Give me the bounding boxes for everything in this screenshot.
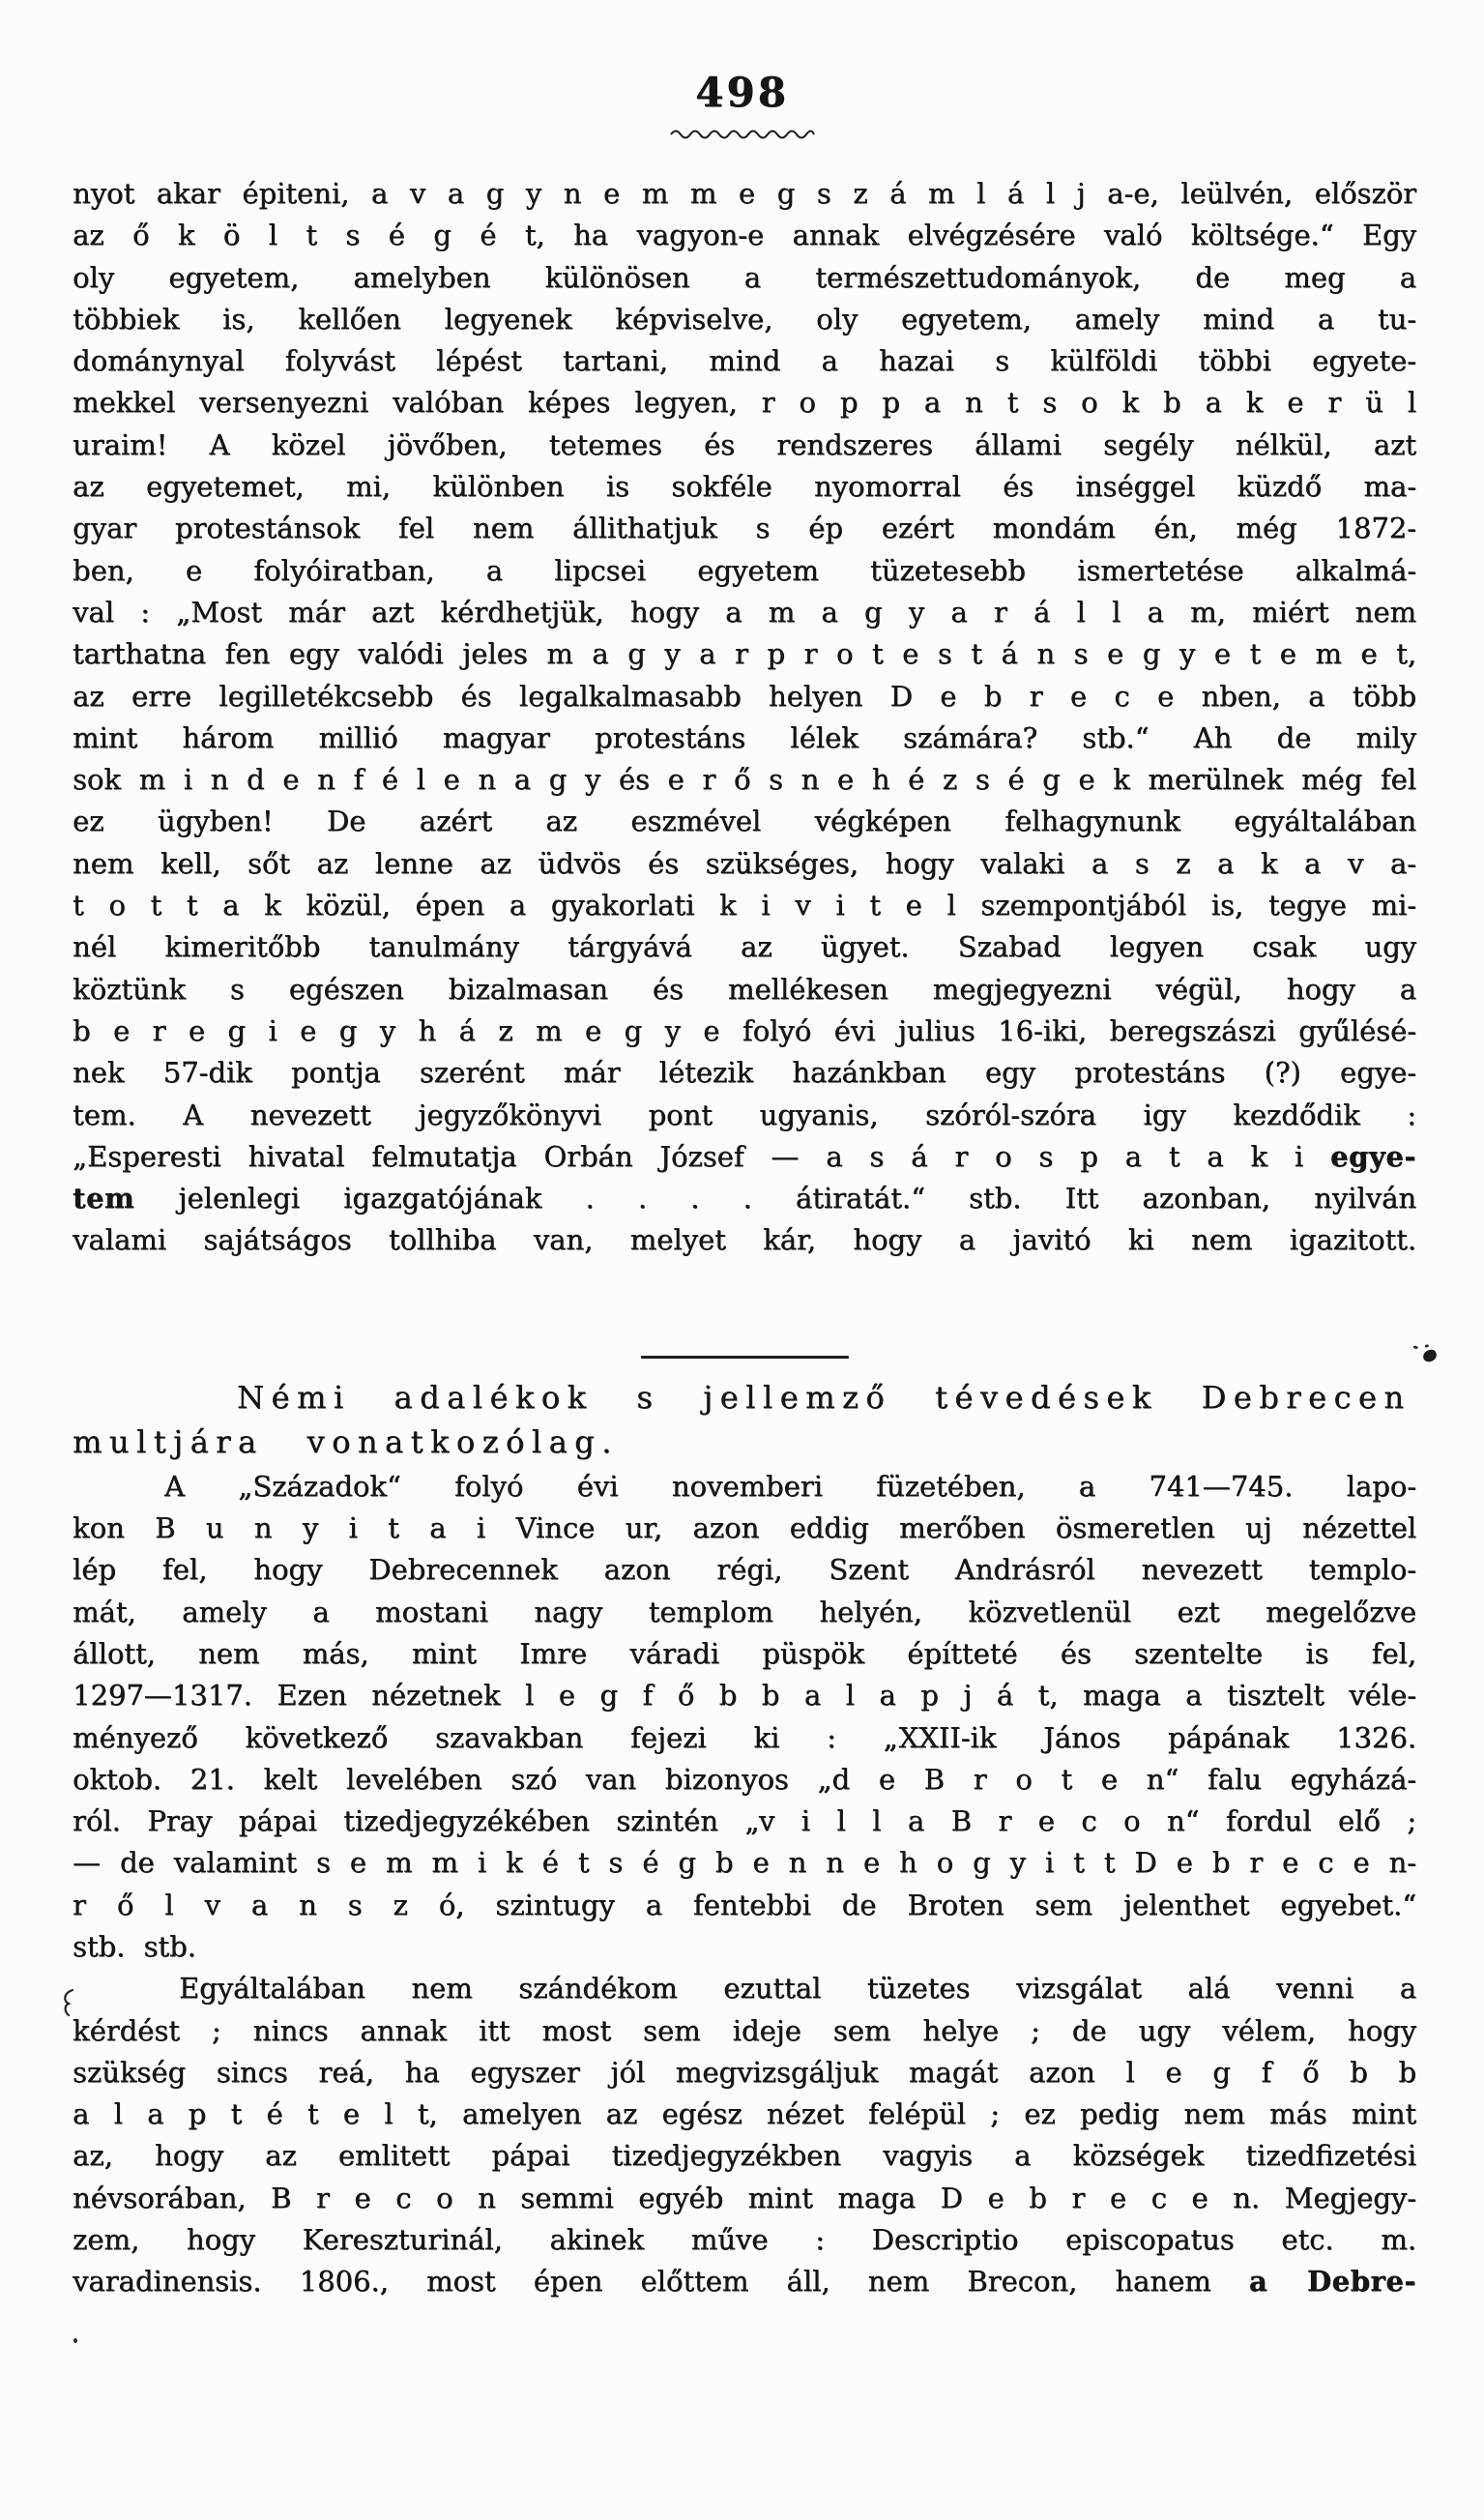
text-line: az erre legilletékcsebb és legalkalmasabb helyen D e b r e c e nben, a több [73, 679, 1416, 713]
text-line: mint három millió magyar protestáns lélek számára? stb.“ Ah de mily [73, 720, 1416, 754]
ink-blot-artifact [1422, 1349, 1438, 1363]
text-line: valami sajátságos tollhiba van, melyet kár, hogy a javitó ki nem igazitott. [73, 1223, 1416, 1257]
section-divider-rule [641, 1356, 849, 1359]
text-line: ben, e folyóiratban, a lipcsei egyetem tüzetesebb ismertetése alkalmá- [73, 553, 1416, 587]
text-line: Egyáltalában nem szándékom ezuttal tüzetes vizsgálat alá venni a [179, 1972, 1416, 2006]
text-line: ról. Pray pápai tizedjegyzékében szintén „v i l l a B r e c o n“ fordul elő ; [73, 1804, 1416, 1838]
text-line: köztünk s egészen bizalmasan és mellékesen megjegyezni végül, hogy a [73, 972, 1416, 1006]
text-line: oly egyetem, amelyben különösen a természettudományok, de meg a [73, 260, 1416, 294]
text-line: nyot akar épiteni, a v a g y n e m m e g s z á m l á l j a-e, leülvén, először [73, 177, 1416, 210]
text-line: A „Századok“ folyó évi novemberi füzetében, a 741—745. lapo- [164, 1469, 1416, 1503]
article-2-title-line-1: Némi adalékok s jellemző tévedések Debrecen [237, 1378, 1411, 1416]
text-line: varadinensis. 1806., most épen előttem áll, nem Brecon, hanem a Debre- [73, 2265, 1417, 2299]
article-2-heading [73, 1375, 1416, 1464]
text-line: ez ügyben! De azért az eszmével végképen felhagynunk egyáltalában [73, 805, 1416, 838]
text-line: lép fel, hogy Debrecennek azon régi, Szent Andrásról nevezett templo- [73, 1553, 1416, 1587]
text-line: 1297—1317. Ezen nézetnek l e g f ő b b a l a p j á t, maga a tisztelt véle- [73, 1679, 1416, 1713]
paper-speck-artifact [73, 2338, 77, 2343]
text-line: sok m i n d e n f é l e n a g y és e r ő s n e h é z s é g e k merülnek még fel [73, 763, 1416, 797]
text-line: nél kimeritőbb tanulmány tárgyává az ügyet. Szabad legyen csak ugy [73, 930, 1416, 964]
text-line: stb. stb. [73, 1929, 196, 1963]
text-line: az egyetemet, mi, különben is sokféle nyomorral és inséggel küzdő ma- [73, 470, 1416, 504]
text-line: oktob. 21. kelt levelében szó van bizonyos „d e B r o t e n“ falu egyházá- [73, 1762, 1416, 1796]
text-line: nek 57-dik pontja szerént már létezik hazánkban egy protestáns (?) egye- [73, 1056, 1416, 1090]
text-line: a l a p t é t e l t, amelyen az egész nézet felépül ; ez pedig nem más mint [73, 2097, 1416, 2131]
margin-squiggle-artifact [60, 1988, 77, 2017]
page-number: 498 [695, 69, 789, 116]
article-2-body [73, 1466, 1416, 2303]
text-line: — de valamint s e m m i k é t s é g b e n n e h o g y i t t D e b r e c e n- [73, 1846, 1416, 1880]
text-line: „Esperesti hivatal felmutatja Orbán József — a s á r o s p a t a k i egye- [73, 1139, 1416, 1173]
text-line: dománynyal folyvást lépést tartani, mind a hazai s külföldi többi egyete- [73, 344, 1416, 378]
text-line: b e r e g i e g y h á z m e g y e folyó évi julius 16-iki, beregszászi gyűlésé- [73, 1013, 1416, 1047]
text-line: tarthatna fen egy valódi jeles m a g y a r p r o t e s t á n s e g y e t e m e t, [73, 637, 1416, 671]
text-column [73, 173, 1416, 2303]
article-1-body [73, 173, 1416, 1262]
wavy-underline-icon [669, 128, 816, 139]
text-line: szükség sincs reá, ha egyszer jól megvizsgáljuk magát azon l e g f ő b b [73, 2055, 1416, 2089]
article-2-title-line-2: multjára vonatkozólag. [73, 1422, 619, 1460]
text-line: uraim! A közel jövőben, tetemes és rendszeres állami segély nélkül, azt [73, 427, 1416, 461]
text-line: gyar protestánsok fel nem állithatjuk s ép ezért mondám én, még 1872- [73, 512, 1416, 545]
text-line: tem jelenlegi igazgatójának . . . . átiratát.“ stb. Itt azonban, nyilván [73, 1182, 1416, 1216]
text-line: zem, hogy Kereszturinál, akinek műve : Descriptio episcopatus etc. m. [73, 2223, 1416, 2257]
text-line: tem. A nevezett jegyzőkönyvi pont ugyanis, szóról-szóra igy kezdődik : [73, 1098, 1416, 1131]
text-line: kon B u n y i t a i Vince ur, azon eddig merőben ösmeretlen uj nézettel [73, 1511, 1416, 1545]
text-line: mát, amely a mostani nagy templom helyén, közvetlenül ezt megelőzve [73, 1595, 1416, 1628]
text-line: nem kell, sőt az lenne az üdvös és szükséges, hogy valaki a s z a k a v a- [73, 846, 1416, 880]
text-line: ményező következő szavakban fejezi ki : „XXII-ik János pápának 1326. [73, 1720, 1416, 1754]
text-line: az, hogy az emlitett pápai tizedjegyzékben vagyis a községek tizedfizetési [73, 2139, 1416, 2173]
text-line: az ő k ö l t s é g é t, ha vagyon-e annak elvégzésére való költsége.“ Egy [73, 219, 1416, 252]
text-line: névsorában, B r e c o n semmi egyéb mint maga D e b r e c e n. Megjegy- [73, 2181, 1416, 2214]
text-line: val : „Most már azt kérdhetjük, hogy a m a g y a r á l l a m, miért nem [73, 595, 1416, 629]
text-line: kérdést ; nincs annak itt most sem ideje sem helye ; de ugy vélem, hogy [73, 2013, 1416, 2047]
text-line: mekkel versenyezni valóban képes legyen, r o p p a n t s o k b a k e r ü l [73, 386, 1416, 420]
text-line: állott, nem más, mint Imre váradi püspök építteté és szentelte is fel, [73, 1636, 1416, 1670]
text-line: t o t t a k közül, épen a gyakorlati k i v i t e l szempontjából is, tegye mi- [73, 889, 1416, 923]
text-line: többiek is, kellően legyenek képviselve, oly egyetem, amely mind a tu- [73, 302, 1416, 336]
text-line: r ő l v a n s z ó, szintugy a fentebbi de Broten sem jelenthet egyebet.“ [73, 1888, 1416, 1921]
